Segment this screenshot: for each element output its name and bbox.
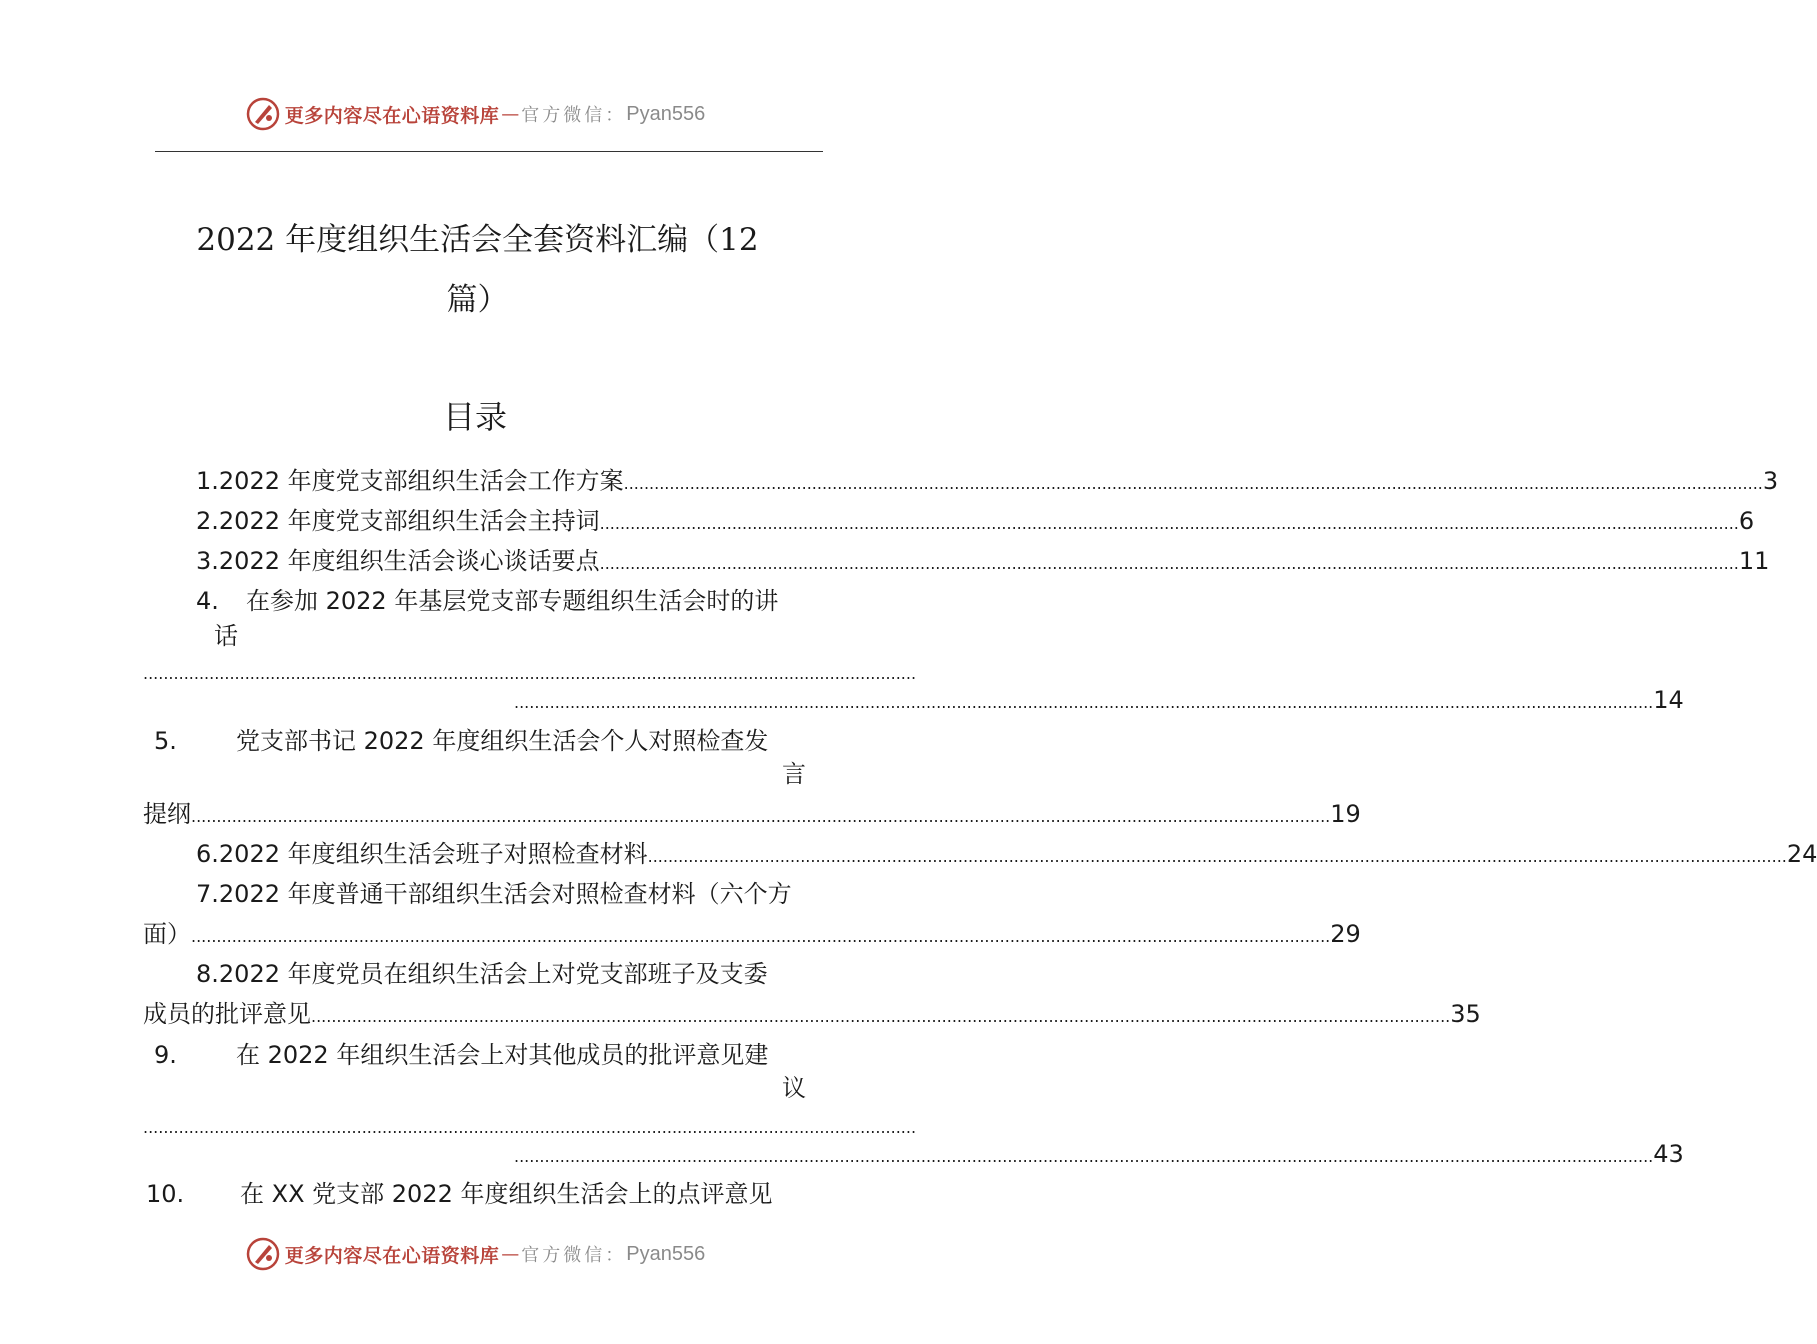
toc-item-title-cont: 提纲 <box>143 800 191 828</box>
banner-text: 更多内容尽在心语资料库 <box>284 104 500 127</box>
toc-item-title: 3.2022 年度组织生活会谈心谈话要点 <box>196 547 600 575</box>
toc-page-number: 35 <box>1450 1000 1481 1028</box>
toc-item-title: 党支部书记 2022 年度组织生活会个人对照检查发 <box>236 727 769 755</box>
toc-heading: 目录 <box>442 398 507 436</box>
toc-item-title-cont: 成员的批评意见 <box>143 1000 311 1028</box>
toc-leader-row <box>143 918 1361 953</box>
document-title <box>120 210 835 330</box>
toc-item-title: 在参加 2022 年基层党支部专题组织生活会时的讲 <box>246 587 779 615</box>
toc-leader <box>600 508 1739 540</box>
title-line-2: 篇） <box>446 282 509 318</box>
toc-item-title: 7.2022 年度普通干部组织生活会对照检查材料（六个方 <box>196 880 792 908</box>
toc-leader: ........................................................................................................................................................ <box>143 664 917 683</box>
toc-item-number: 10. <box>146 1180 185 1208</box>
toc-page-number: 11 <box>1738 547 1770 575</box>
toc-item-title-cont: 话 <box>214 622 238 650</box>
toc-item-title-cont: 面） <box>143 920 191 948</box>
pen-logo-icon <box>245 96 281 132</box>
toc-leader <box>191 801 1330 833</box>
toc-item-title: 6.2022 年度组织生活会班子对照检查材料 <box>196 840 648 868</box>
toc-leader <box>191 921 1330 953</box>
toc-page-number: 43 <box>1653 1140 1684 1168</box>
banner-text: 更多内容尽在心语资料库 <box>284 1244 500 1267</box>
toc-leader-row <box>514 1138 1684 1173</box>
toc-leader-row <box>143 998 1481 1033</box>
toc-page-number: 19 <box>1330 800 1361 828</box>
toc-page-number: 6 <box>1738 507 1755 535</box>
toc-leader <box>514 1141 1653 1173</box>
toc-item-2[interactable] <box>196 505 1755 540</box>
toc-item-title: 在 XX 党支部 2022 年度组织生活会上的点评意见 <box>240 1180 773 1208</box>
banner-label: 官方微信： <box>521 1245 627 1266</box>
banner-label: 官方微信： <box>521 105 627 126</box>
toc-leader <box>624 468 1763 500</box>
header-banner <box>0 94 950 134</box>
toc-leader <box>514 687 1653 719</box>
toc-page-number: 3 <box>1762 467 1779 495</box>
toc-leader <box>648 841 1787 873</box>
toc-item-number: 9. <box>154 1041 177 1069</box>
header-rule <box>155 151 823 152</box>
toc-item-1[interactable] <box>196 465 1779 500</box>
toc-leader-row <box>514 684 1684 719</box>
toc-item-title: 8.2022 年度党员在组织生活会上对党支部班子及支委 <box>196 960 768 988</box>
banner-separator: — <box>501 1243 520 1265</box>
toc-item-title: 2.2022 年度党支部组织生活会主持词 <box>196 507 600 535</box>
toc-item-title-cont: 言 <box>782 760 806 788</box>
pen-logo-icon <box>245 1236 281 1272</box>
toc-item-number: 5. <box>154 727 177 755</box>
title-line-1: 2022 年度组织生活会全套资料汇编（12 <box>196 222 759 258</box>
toc-page-number: 14 <box>1653 686 1684 714</box>
toc-leader <box>600 548 1739 580</box>
toc-item-title: 1.2022 年度党支部组织生活会工作方案 <box>196 467 624 495</box>
banner-separator: — <box>501 103 520 125</box>
footer-banner <box>0 1234 950 1274</box>
toc-leader-row <box>143 798 1361 833</box>
toc-item-number: 4. <box>196 587 219 615</box>
toc-leader: ........................................................................................................................................................ <box>143 1118 917 1137</box>
banner-wechat-id: Pyan556 <box>626 102 706 125</box>
toc-item-title-cont: 议 <box>782 1074 806 1102</box>
toc-item-title: 在 2022 年组织生活会上对其他成员的批评意见建 <box>236 1041 769 1069</box>
toc-page-number: 29 <box>1330 920 1361 948</box>
toc-item-3[interactable] <box>196 545 1770 580</box>
toc-item-6[interactable] <box>196 838 1817 873</box>
toc-page-number: 24 <box>1786 840 1817 868</box>
toc-leader <box>311 1001 1450 1033</box>
banner-wechat-id: Pyan556 <box>626 1242 706 1265</box>
